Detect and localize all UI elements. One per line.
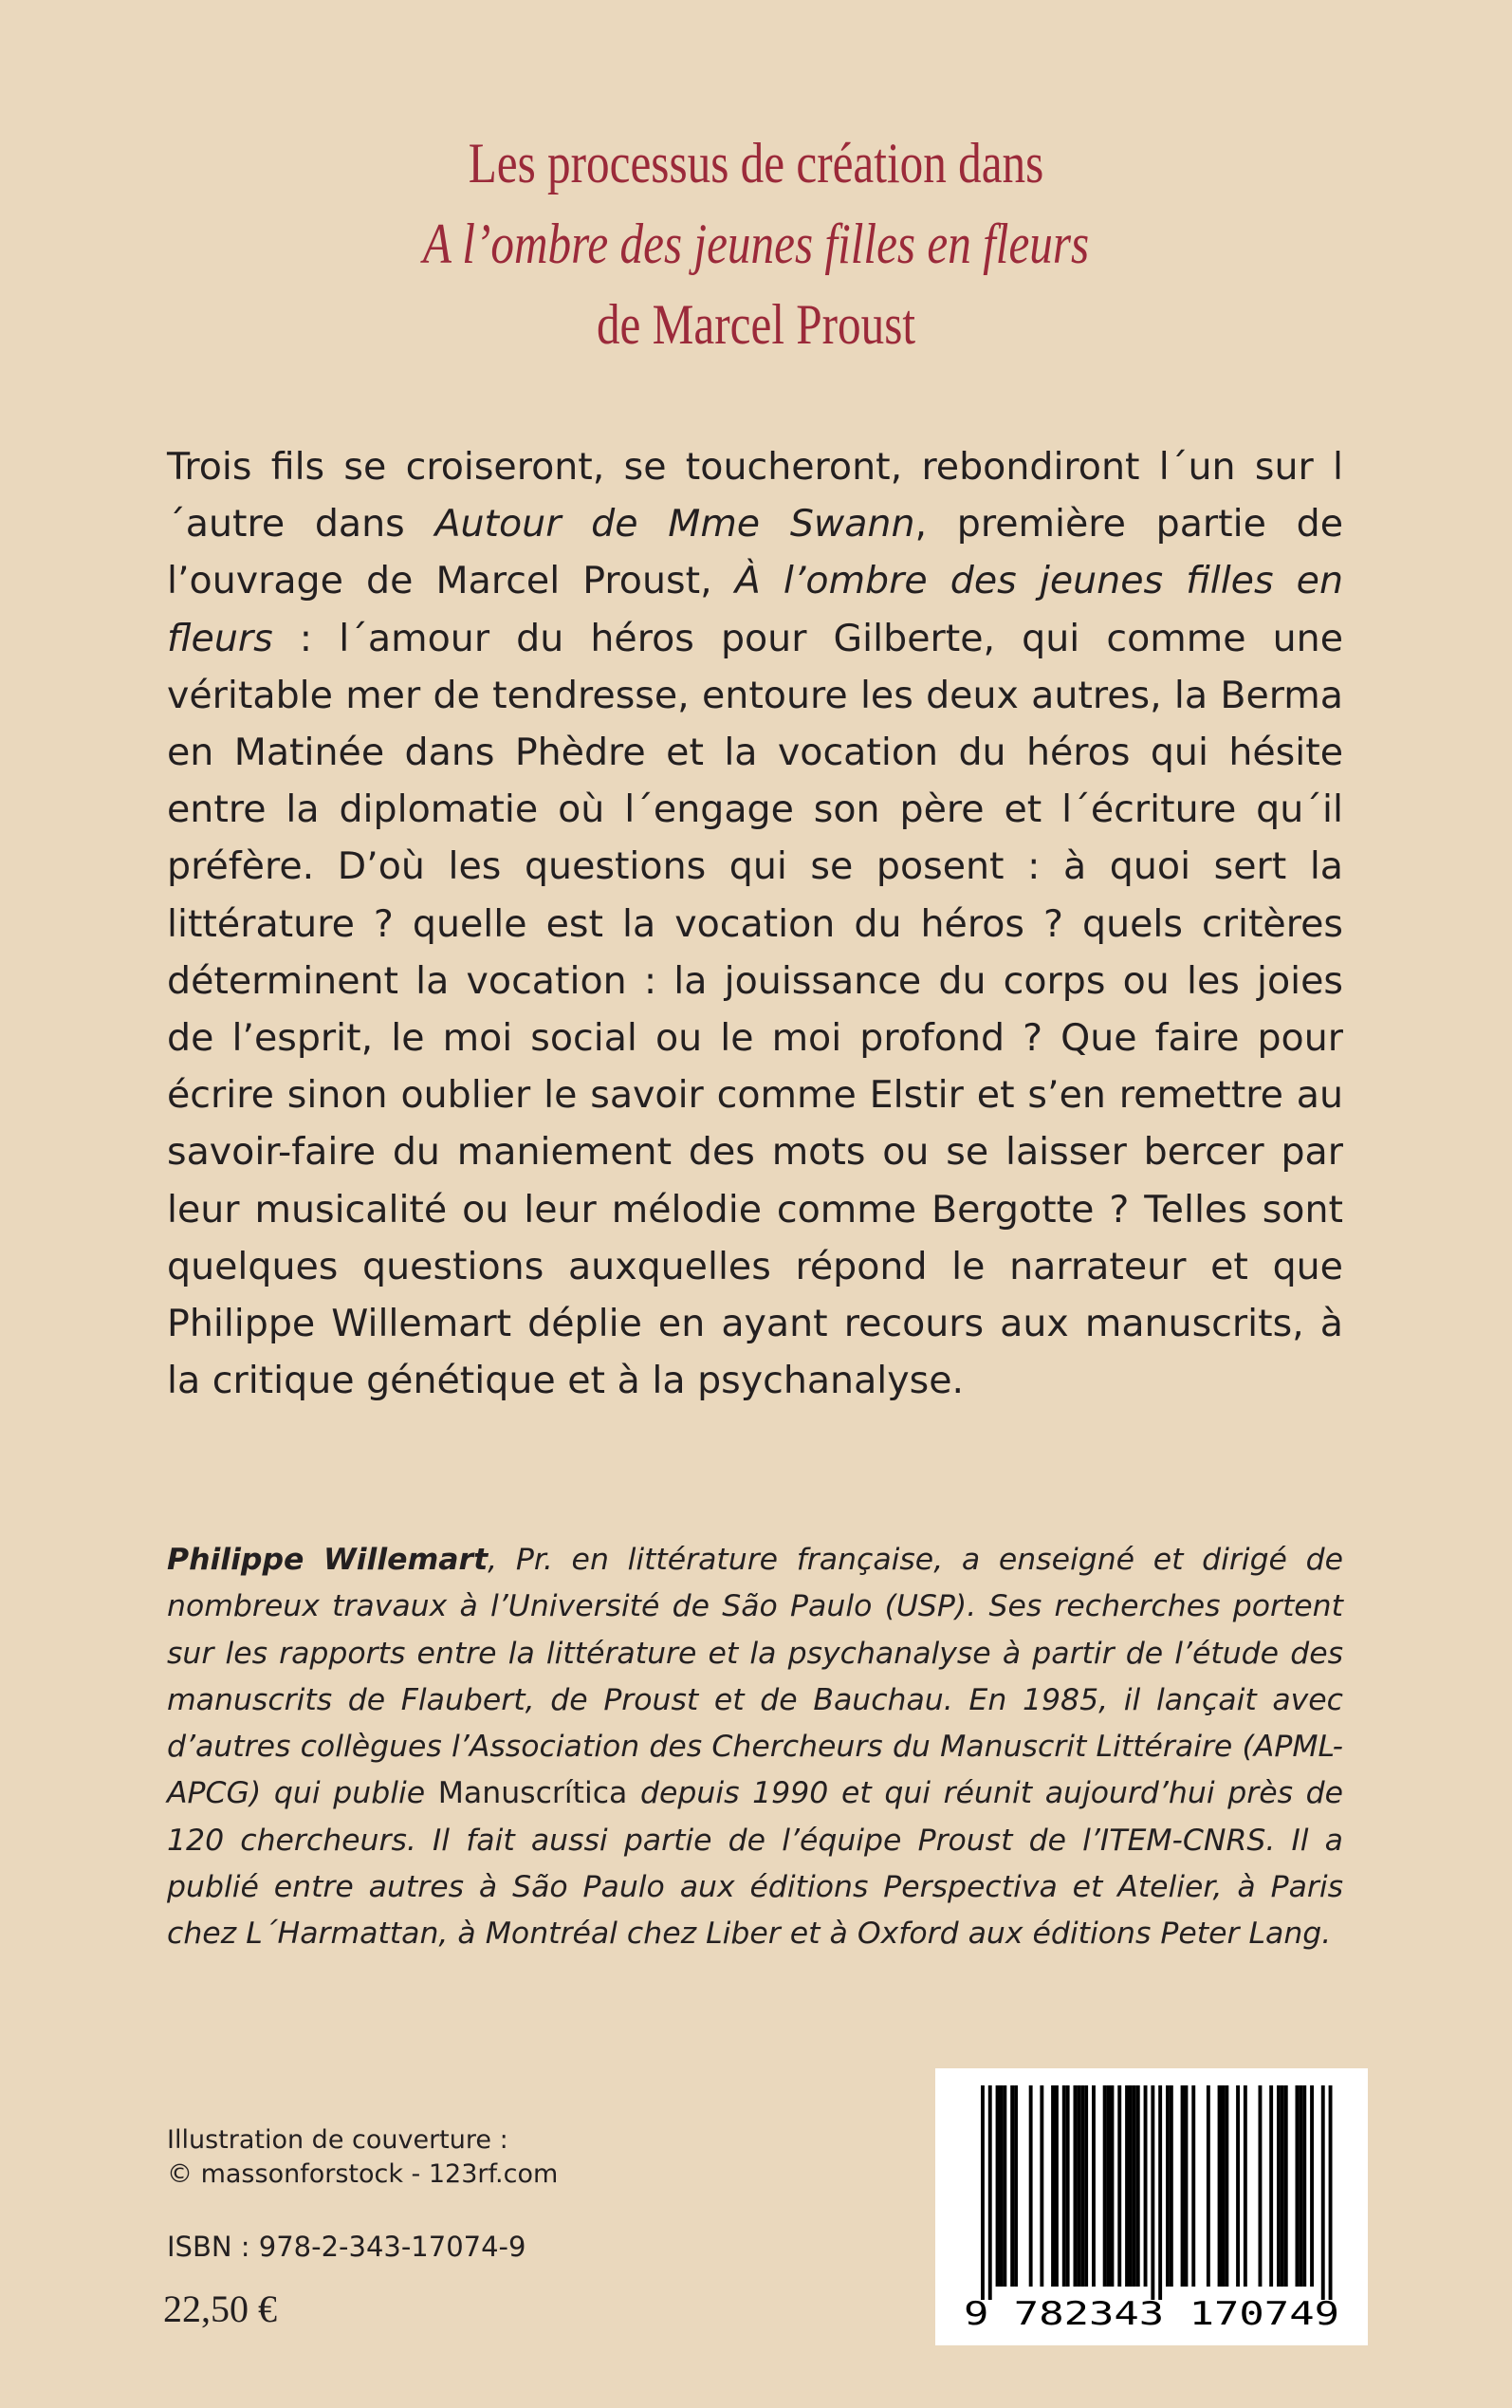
credit-line-2: © massonforstock - 123rf.com [167, 2159, 559, 2189]
back-cover-blurb [167, 438, 1343, 1409]
illustration-credit [167, 2123, 558, 2192]
barcode-bar [1080, 2085, 1084, 2287]
barcode-bar [1259, 2085, 1263, 2287]
blurb-text-2: , première partie de l’ouvrage de Marcel Proust, [167, 502, 1344, 603]
author-bio [167, 1537, 1343, 1958]
barcode [935, 2068, 1368, 2345]
barcode-bar [1185, 2085, 1189, 2287]
barcode-bar [1103, 2085, 1107, 2287]
title-line-1: Les processus de création dans [468, 132, 1044, 194]
barcode-bar [1125, 2085, 1129, 2287]
barcode-graphic [935, 2068, 1368, 2345]
barcode-bar [1302, 2085, 1306, 2287]
barcode-bar [1107, 2085, 1111, 2287]
barcode-bar [1055, 2085, 1059, 2287]
barcode-bar [1092, 2085, 1096, 2287]
barcode-bar [996, 2085, 1000, 2287]
barcode-bar [981, 2085, 985, 2300]
barcode-bar [1296, 2085, 1300, 2287]
author-name: Philippe Willemart [167, 1543, 489, 1577]
barcode-bar [1158, 2085, 1162, 2300]
bio-text-2: depuis 1990 et qui réunit aujourd’hui près de 120 chercheurs. Il fait aussi partie de l’équipe Proust de l’ITEM-CNRS. Il a publié entre autres à São Paulo aux éditions Perspectiva et Atelier, à Paris chez L´Harmattan, à Montréal chez Liber et à Oxford aux éditions Peter Lang. [167, 1776, 1344, 1952]
barcode-bar [1299, 2085, 1302, 2287]
title-line-3: de Marcel Proust [596, 293, 916, 356]
barcode-bar [1244, 2085, 1247, 2287]
barcode-bar [1051, 2085, 1055, 2287]
barcode-bar [1310, 2085, 1314, 2287]
barcode-bar [1084, 2085, 1088, 2287]
barcode-bar [1181, 2085, 1185, 2287]
isbn: ISBN : 978-2-343-17074-9 [167, 2231, 526, 2263]
barcode-bar [1062, 2085, 1066, 2287]
barcode-bar [1066, 2085, 1070, 2287]
barcode-bar [1014, 2085, 1018, 2287]
barcode-bar [1281, 2085, 1284, 2287]
barcode-bar [1284, 2085, 1288, 2287]
credit-line-1: Illustration de couverture : [167, 2125, 508, 2155]
blurb-italic-1: Autour de Mme Swann [434, 502, 915, 546]
barcode-bar [1321, 2085, 1325, 2300]
bio-text-1: , Pr. en littérature française, a enseigné et dirigé de nombreux travaux à l’Université de São Paulo (USP). Ses recherches portent sur les rapports entre la littérature et la psychanalyse à partir de l’étude des manuscrits de Flaubert, de Proust et de Bauchau. En 1985, il lançait avec d’autres collègues l’Association des Chercheurs du Manuscrit Littéraire (APML-APCG) qui publie [167, 1543, 1343, 1811]
barcode-bar [1003, 2085, 1006, 2287]
barcode-bar [1207, 2085, 1210, 2287]
barcode-bar [1040, 2085, 1043, 2287]
barcode-bar [1111, 2085, 1115, 2287]
barcode-bar [1170, 2085, 1173, 2287]
barcode-bar [1144, 2085, 1148, 2287]
barcode-bar [1129, 2085, 1133, 2287]
barcode-digits: 9 782343 170749 [964, 2295, 1339, 2333]
barcode-bar [1117, 2085, 1121, 2287]
barcode-bar [1133, 2085, 1136, 2287]
blurb-text-1: Trois fils se croiseront, se toucheront, rebondiront l´un sur l´autre dans [167, 445, 1343, 546]
bio-journal: Manuscrítica [437, 1776, 628, 1811]
blurb-text-3: : l´amour du héros pour Gilberte, qui comme une véritable mer de tendresse, entoure les deux autres, la Berma en Matinée dans Phèdre et la vocation du héros qui hésite entre la diplomatie où l´engage son père et l´écriture qu´il préfère. D’où les questions qui se posent : à quoi sert la littérature ? quelle est la vocation du héros ? quels critères déterminent la vocation : la jouissance du corps ou les joies de l’esprit, le moi social ou le moi profond ? Que faire pour écrire sinon oublier le savoir comme Elstir et s’en remettre au savoir-faire du maniement des mots ou se laisser bercer par leur musicalité ou leur mélodie comme Bergotte ? Telles sont quelques questions auxquelles répond le narrateur et que Philippe Willemart déplie en ayant recours aux manuscrits, à la critique génétique et à la psychanalyse. [167, 616, 1343, 1403]
barcode-bar [1225, 2085, 1228, 2287]
barcode-bar [1136, 2085, 1140, 2287]
barcode-bar [1000, 2085, 1004, 2287]
barcode-bar [1074, 2085, 1078, 2287]
book-title [136, 123, 1375, 365]
barcode-bar [1329, 2085, 1333, 2300]
barcode-bar [1218, 2085, 1222, 2287]
price: 22,50 € [163, 2288, 277, 2330]
barcode-bar [1151, 2085, 1154, 2300]
barcode-bars [981, 2085, 1333, 2300]
barcode-bar [1029, 2085, 1033, 2287]
barcode-bar [1077, 2085, 1080, 2287]
barcode-bar [1269, 2085, 1273, 2287]
barcode-bar [1166, 2085, 1170, 2287]
barcode-bar [988, 2085, 992, 2300]
barcode-bar [1191, 2085, 1195, 2287]
blurb-italic-2: À l’ombre des jeunes filles en fleurs [167, 559, 1343, 660]
barcode-bar [1222, 2085, 1226, 2287]
barcode-bar [1010, 2085, 1014, 2287]
barcode-bar [1277, 2085, 1281, 2287]
barcode-bar [1236, 2085, 1240, 2287]
title-line-2: A l’ombre des jeunes filles en fleurs [422, 213, 1090, 275]
